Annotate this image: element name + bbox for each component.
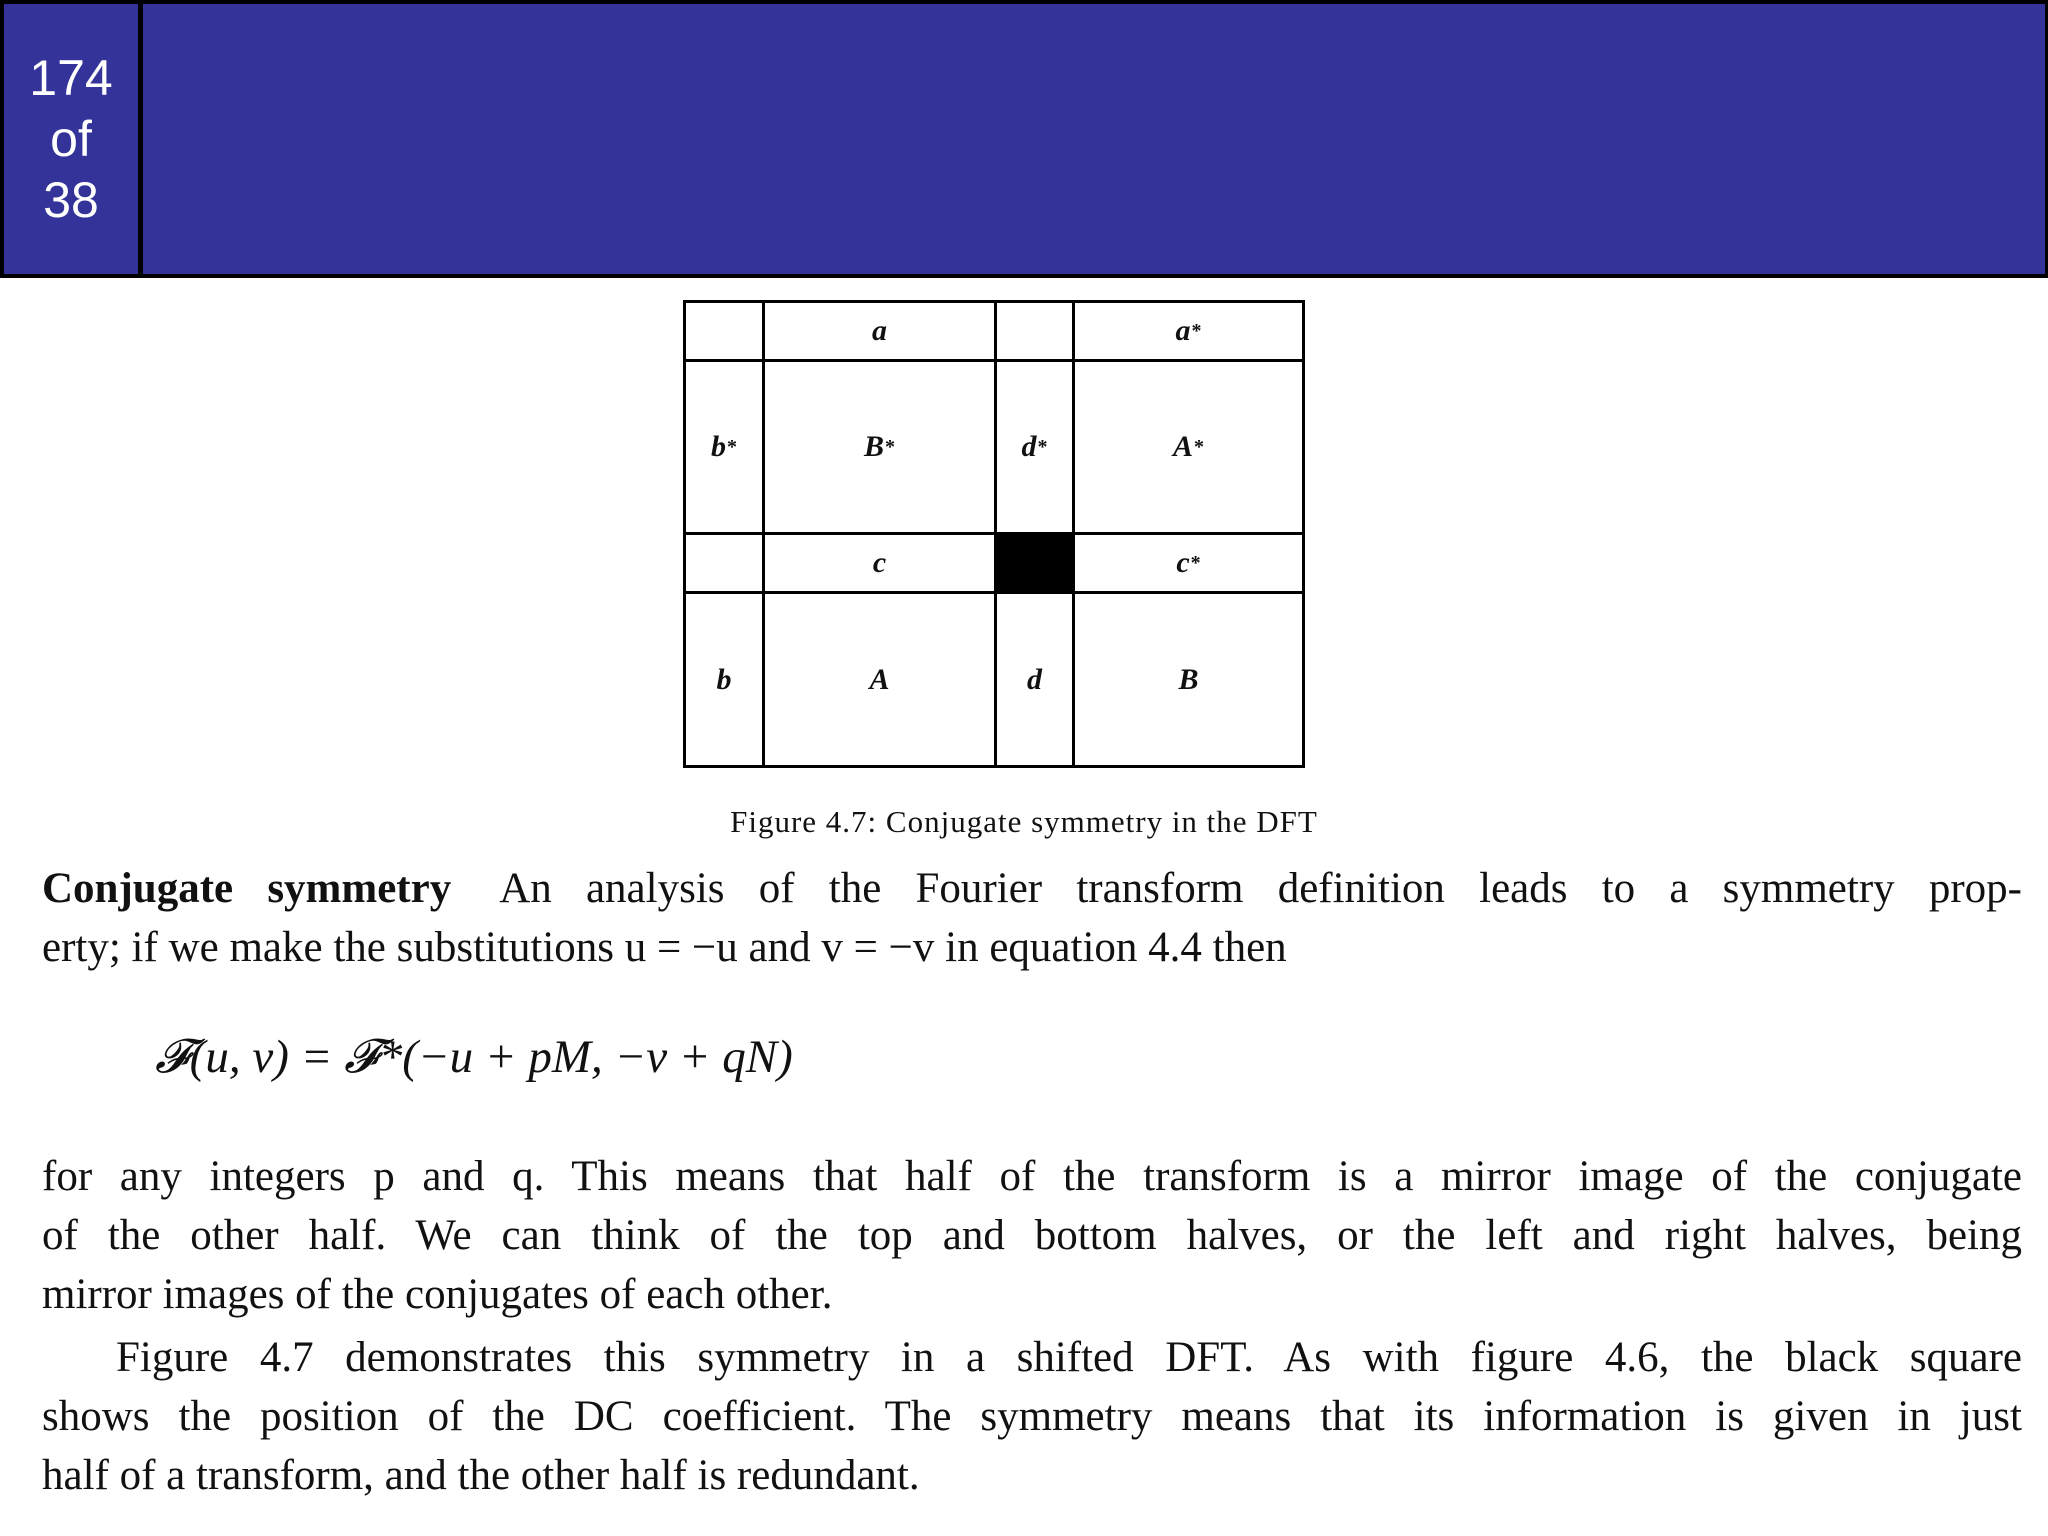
conjugate-star: * (1194, 435, 1204, 458)
cell-c-star (1075, 535, 1302, 591)
cell-label: a (872, 314, 887, 347)
text-line: of the other half. We can think of the top and bottom halves, or the left and right halves, being (42, 1212, 2022, 1259)
conjugate-star: * (727, 435, 737, 458)
page-counter (0, 0, 143, 278)
cell-label: A (1172, 430, 1193, 463)
text-line: Figure 4.7 demonstrates this symmetry in a shifted DFT. As with figure 4.6, the black square (116, 1334, 2022, 1381)
text-line: erty; if we make the substitutions u = −u and v = −v in equation 4.4 then (42, 924, 1287, 971)
cell-label: d (1021, 430, 1037, 463)
cell-A-star (1075, 362, 1302, 532)
paragraph-conjugate-symmetry (42, 859, 2022, 977)
cell-label: B (1178, 662, 1199, 696)
paragraph-figure-explanation (42, 1328, 2022, 1505)
dc-coefficient-square (997, 534, 1074, 592)
text-line: mirror images of the conjugates of each other. (42, 1271, 833, 1318)
cell-c (765, 535, 994, 591)
dft-symmetry-figure (683, 300, 1305, 768)
cell-B-star (765, 362, 994, 532)
cell-label: c (872, 546, 887, 579)
paragraph-mirror (42, 1147, 2022, 1324)
cell-label: A (869, 662, 890, 696)
cell-d-star (997, 362, 1072, 532)
cell-label: b (711, 430, 726, 463)
text-line: for any integers p and q. This means that half of the transform is a mirror image of the conjugate (42, 1153, 2022, 1200)
conjugate-star: * (885, 435, 895, 458)
figure-caption: Figure 4.7: Conjugate symmetry in the DFT (730, 804, 1318, 839)
cell-label: a (1175, 314, 1191, 347)
cell-d (997, 594, 1072, 765)
cell-b-star (686, 362, 762, 532)
cell-a-star (1075, 303, 1302, 359)
text-line: shows the position of the DC coefficient. The symmetry means that its information is given in just (42, 1393, 2022, 1440)
runin-heading: Conjugate symmetry (42, 865, 452, 912)
cell-b (686, 594, 762, 765)
page-total: 38 (43, 171, 99, 228)
cell-a (765, 303, 994, 359)
page-of-label: of (50, 110, 92, 167)
conjugate-star: * (1037, 435, 1048, 458)
page-current: 174 (29, 49, 113, 106)
cell-A (765, 594, 994, 765)
conjugate-star: * (1191, 319, 1202, 342)
equation: 𝓕(u, v) = 𝓕*(−u + pM, −v + qN) (155, 1031, 793, 1083)
text-line: An analysis of the Fourier transform definition leads to a symmetry prop- (499, 865, 2022, 912)
header-top-border (143, 0, 2048, 4)
conjugate-star: * (1190, 551, 1201, 574)
cell-label: b (716, 662, 732, 696)
cell-B (1075, 594, 1302, 765)
cell-label: B (863, 430, 884, 463)
text-line: half of a transform, and the other half is redundant. (42, 1452, 920, 1499)
cell-label: d (1027, 662, 1042, 696)
slide-header-bar (0, 0, 2048, 278)
cell-label: c (1176, 546, 1190, 579)
